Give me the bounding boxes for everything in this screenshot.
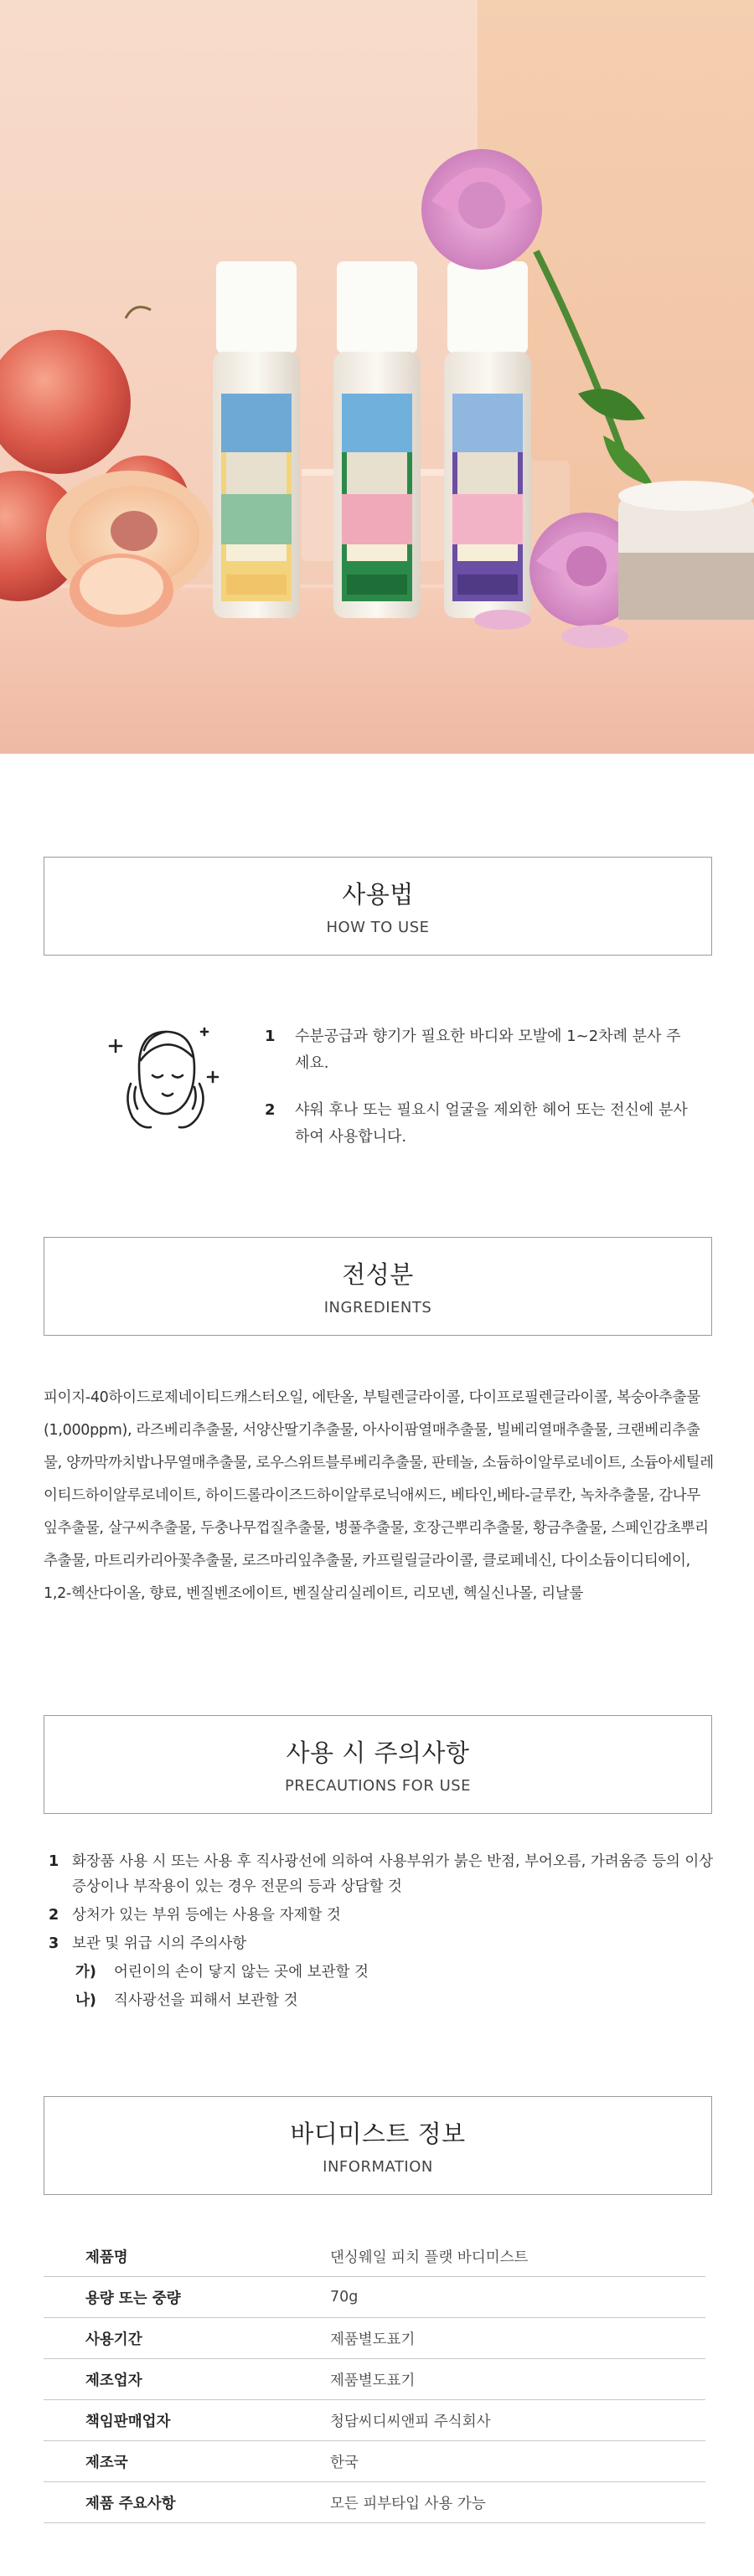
precaution-item (49, 1903, 719, 1928)
table-row (44, 2482, 705, 2523)
info-header (44, 2096, 712, 2195)
table-row (44, 2400, 705, 2441)
ingredients-title-en: INGREDIENTS (323, 1299, 432, 1316)
howto-item-text: 수분공급과 향기가 필요한 바디와 모발에 1~2차례 분사 주세요. (295, 1028, 681, 1072)
precaution-sub-item (49, 1960, 719, 1985)
face-mist-icon (106, 1017, 223, 1138)
info-key: 책임판매업자 (85, 2413, 171, 2430)
ingredients-text: 피이지-40하이드로제네이티드캐스터오일, 에탄올, 부틸렌글라이콜, 다이프로필렌글라이콜, 복숭아추출물(1,000ppm), 라즈베리추출물, 서양산딸기추출물, 아사이팜열매추출물, 빌베리열매추출물, 크랜베리추출물, 양까막까치밥나무열매추출물, 로우스위트블루베리추출물, 판테놀, 소듐하이알루로네이트, 소듐아세틸레이티드하이알루로네이트, 하이드롤라이즈드하이알루로닉애씨드, 베타인,베타-글루칸, 녹차추출물, 감나무잎추출물, 살구씨추출물, 두충나무껍질추출물, 병풀추출물, 호장근뿌리추출물, 황금추출물, 스페인감초뿌리추출물, 마트리카리아꽃추출물, 로즈마리잎추출물, 카프릴릴글라이콜, 클로페네신, 다이소듐이디티에이, 1,2-헥산다이올, 향료, 벤질벤조에이트, 벤질살리실레이트, 리모넨, 헥실신나몰, 리날룰 (44, 1389, 714, 1602)
info-table (44, 2236, 705, 2523)
hero-illustration (0, 0, 754, 754)
table-row (44, 2277, 705, 2318)
table-row (44, 2318, 705, 2359)
howto-title-ko: 사용법 (342, 880, 414, 909)
precautions-header (44, 1715, 712, 1814)
precaution-item (49, 1849, 719, 1899)
info-key: 제품명 (85, 2249, 128, 2266)
table-row (44, 2441, 705, 2482)
info-value: 제품별도표기 (330, 2331, 416, 2348)
info-key: 제조국 (85, 2454, 128, 2471)
howto-list (265, 1023, 700, 1171)
howto-title-en: HOW TO USE (326, 919, 430, 936)
precautions-title-en: PRECAUTIONS FOR USE (284, 1777, 472, 1795)
info-value: 제품별도표기 (330, 2372, 416, 2389)
info-key: 제조업자 (85, 2372, 142, 2389)
rose-top (421, 149, 542, 270)
howto-item-num: 2 (265, 1101, 276, 1119)
info-value: 한국 (330, 2454, 359, 2471)
precaution-num: 2 (49, 1907, 59, 1924)
precaution-num: 1 (49, 1853, 59, 1870)
info-key: 사용기간 (85, 2331, 142, 2348)
info-value: 댄싱웨일 피치 플랫 바디미스트 (330, 2249, 529, 2266)
precaution-text: 보관 및 위급 시의 주의사항 (72, 1935, 247, 1952)
precautions-title-ko: 사용 시 주의사항 (286, 1739, 470, 1767)
howto-item (265, 1097, 700, 1151)
hero-product-photo (0, 0, 754, 754)
precaution-num: 3 (49, 1935, 59, 1952)
precaution-sub-item (49, 1988, 719, 2013)
info-title-ko: 바디미스트 정보 (290, 2120, 466, 2148)
precaution-text: 화장품 사용 시 또는 사용 후 직사광선에 의하여 사용부위가 붉은 반점, 부어오름, 가려움증 등의 이상 증상이나 부작용이 있는 경우 전문의 등과 상담할 것 (72, 1853, 714, 1895)
info-value: 70g (330, 2289, 359, 2306)
precaution-text: 상처가 있는 부위 등에는 사용을 자제할 것 (72, 1907, 341, 1924)
info-value: 청담씨디씨앤피 주식회사 (330, 2413, 491, 2430)
howto-item-text: 샤워 후나 또는 필요시 얼굴을 제외한 헤어 또는 전신에 분사하여 사용합니다. (295, 1101, 688, 1146)
info-key: 용량 또는 중량 (85, 2290, 181, 2307)
precaution-sub-text: 어린이의 손이 닿지 않는 곳에 보관할 것 (114, 1964, 369, 1981)
info-key: 제품 주요사항 (85, 2495, 176, 2512)
precaution-sub-text: 직사광선을 피해서 보관할 것 (114, 1992, 298, 2009)
precautions-list (49, 1849, 719, 2017)
precaution-item (49, 1931, 719, 1956)
info-title-en: INFORMATION (323, 2158, 433, 2176)
info-value: 모든 피부타입 사용 가능 (330, 2495, 486, 2512)
cream-jar (618, 481, 754, 620)
howto-header (44, 857, 712, 956)
bottle-purple (444, 261, 531, 618)
ingredients-header (44, 1237, 712, 1336)
table-row (44, 2359, 705, 2400)
howto-item (265, 1023, 700, 1077)
table-row (44, 2236, 705, 2277)
bottle-yellow (213, 261, 300, 618)
bottle-green (333, 261, 421, 618)
howto-item-num: 1 (265, 1028, 276, 1045)
precaution-sub-num: 가) (75, 1964, 96, 1981)
precaution-sub-num: 나) (75, 1992, 96, 2009)
ingredients-title-ko: 전성분 (342, 1260, 414, 1289)
